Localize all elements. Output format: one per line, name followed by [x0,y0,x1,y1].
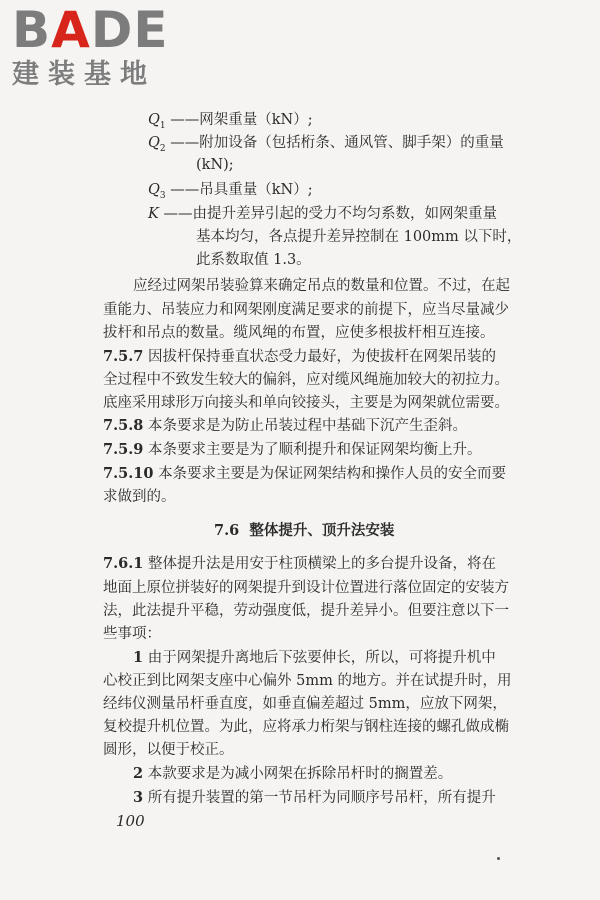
definition-k: K ——由提升差异引起的受力不均匀系数，如网架重量 [148,206,497,222]
section-heading: 7.6 整体提升、顶升法安装 [214,522,395,539]
symbol: K [148,206,159,222]
paragraph-line: 求做到的。 [103,489,176,505]
page-number: 100 [116,812,145,830]
clause-number: 7.5.9 [103,441,144,458]
symbol: $Q_3$ [148,182,166,201]
definition-q2-cont: (kN); [196,157,234,173]
item-1: 1 由于网架提升离地后下弦要伸长，所以，可将提升机中 [133,649,496,666]
scan-speck [497,857,500,860]
logo-letters: B [12,1,52,59]
item-3: 3 所有提升装置的第一节吊杆为同顺序号吊杆，所有提升 [133,789,496,806]
item-number: 3 [133,789,144,806]
item-number: 1 [133,649,144,666]
paragraph-line: 全过程中不致发生较大的偏斜，应对缆风绳施加较大的初拉力。 [103,372,509,388]
clause-759: 7.5.9 本条要求主要是为了顺利提升和保证网架均衡上升。 [103,441,482,458]
definition-k-cont2: 此系数取值 1.3。 [196,252,311,268]
paragraph-line: 拔杆和吊点的数量。缆风绳的布置，应使多根拔杆相互连接。 [103,325,495,341]
paragraph-line: 重能力、吊装应力和网架刚度满足要求的前提下，应当尽量减少 [103,302,509,318]
definition-q3: $Q_3$ ——吊具重量（kN）; [148,182,313,201]
paragraph-line: 些事项： [103,626,161,642]
paragraph-line: 地面上原位拼装好的网架提升到设计位置进行落位固定的安装方 [103,580,509,596]
definition-q1: $Q_1$ ——网架重量（kN）; [148,112,313,131]
symbol: $Q_2$ [148,135,166,154]
paragraph-line: 应经过网架吊装验算来确定吊点的数量和位置。不过，在起 [133,278,510,294]
definition-q2: $Q_2$ ——附加设备（包括桁条、通风管、脚手架）的重量 [148,135,504,154]
clause-number: 7.6.1 [103,555,144,572]
logo-subtitle: 建装基地 [12,59,156,90]
clause-number: 7.5.7 [103,348,144,365]
paragraph-line: 圆形，以便于校正。 [103,742,234,758]
clause-number: 7.5.8 [103,417,144,434]
paragraph-line: 经纬仪测量吊杆垂直度，如垂直偏差超过 5mm，应放下网架， [103,696,507,712]
item-2: 2 本款要求是为减小网架在拆除吊杆时的搁置差。 [133,765,453,782]
symbol: $Q_1$ [148,112,166,131]
clause-757: 7.5.7 因拔杆保持垂直状态受力最好，为使拔杆在网架吊装的 [103,348,496,365]
clause-number: 7.5.10 [103,465,154,482]
clause-758: 7.5.8 本条要求是为防止吊装过程中基础下沉产生歪斜。 [103,417,467,434]
clause-7510: 7.5.10 本条要求主要是为保证网架结构和操作人员的安全而要 [103,465,507,482]
paragraph-line: 底座采用球形万向接头和单向铰接头，主要是为网架就位需要。 [103,395,509,411]
item-number: 2 [133,765,144,782]
paragraph-line: 心校正到比网架支座中心偏外 5mm 的地方。并在试提升时，用 [103,673,512,689]
logo-letters-end: DE [90,1,169,59]
definition-k-cont: 基本均匀，各点提升差异控制在 100mm 以下时， [196,229,522,245]
logo-accent-letter: A [51,1,91,59]
clause-761: 7.6.1 整体提升法是用安于柱顶横梁上的多台提升设备，将在 [103,555,496,572]
paragraph-line: 复校提升机位置。为此，应将承力桁架与钢柱连接的螺孔做成椭 [103,719,509,735]
paragraph-line: 法，此法提升平稳，劳动强度低，提升差异小。但要注意以下一 [103,603,509,619]
